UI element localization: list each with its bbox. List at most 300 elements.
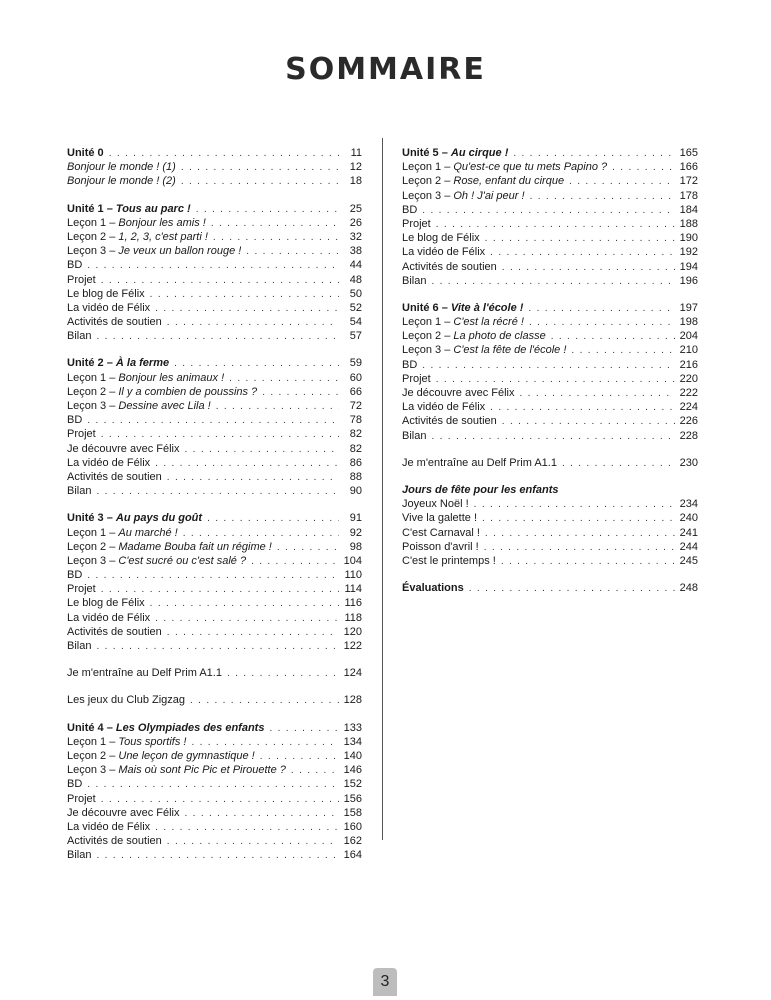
toc-entry-prefix: Unité 5 – <box>402 147 451 159</box>
toc-entry[interactable] <box>67 160 362 174</box>
toc-entry[interactable] <box>67 146 362 160</box>
toc-entry-label <box>402 245 485 259</box>
toc-entry[interactable] <box>67 848 362 862</box>
toc-entry[interactable] <box>67 526 362 540</box>
toc-entry-title: Tous au parc ! <box>115 202 191 215</box>
toc-entry[interactable] <box>67 315 362 329</box>
dot-leader <box>436 373 675 387</box>
dot-leader <box>109 147 339 161</box>
dot-leader <box>431 430 674 444</box>
toc-entry-label <box>67 287 145 301</box>
toc-entry-prefix: Activités de soutien <box>67 316 162 329</box>
toc-page-number: 128 <box>343 694 362 707</box>
dot-leader <box>571 344 674 358</box>
toc-entry-label <box>402 160 607 174</box>
dot-leader <box>87 778 338 792</box>
toc-entry[interactable] <box>67 777 362 791</box>
toc-entry[interactable] <box>67 371 362 385</box>
dot-leader <box>87 569 339 583</box>
dot-leader <box>227 667 339 681</box>
toc-entry[interactable] <box>67 174 362 188</box>
toc-entry[interactable] <box>67 301 362 315</box>
toc-section <box>67 202 362 344</box>
toc-entry[interactable] <box>67 540 362 554</box>
dot-leader <box>490 401 674 415</box>
toc-entry-label <box>67 693 185 707</box>
toc-entry[interactable] <box>402 429 698 443</box>
toc-entry-label <box>402 174 564 188</box>
toc-entry-label <box>402 358 417 372</box>
toc-entry[interactable] <box>67 666 362 680</box>
toc-entry-prefix: C'est le printemps ! <box>402 554 496 567</box>
toc-entry[interactable] <box>67 385 362 399</box>
toc-entry[interactable] <box>67 273 362 287</box>
toc-entry[interactable] <box>402 526 698 540</box>
dot-leader <box>469 582 675 596</box>
toc-page-number: 12 <box>349 161 362 174</box>
toc-page-number: 196 <box>679 274 698 287</box>
toc-entry-label <box>67 820 150 834</box>
toc-entry[interactable] <box>402 343 698 357</box>
toc-entry-title: Je veux un ballon rouge ! <box>118 245 242 258</box>
toc-entry-label <box>402 146 508 160</box>
dot-leader <box>101 428 339 442</box>
toc-entry[interactable] <box>402 497 698 511</box>
toc-entry[interactable] <box>67 287 362 301</box>
page-number-tab: 3 <box>373 968 397 996</box>
toc-entry[interactable] <box>67 792 362 806</box>
toc-page-number: 216 <box>679 358 698 371</box>
toc-entry[interactable] <box>402 274 698 288</box>
toc-entry-label <box>67 639 91 653</box>
toc-entry-title: Il y a combien de poussins ? <box>118 385 258 398</box>
toc-entry-title: Qu'est-ce que tu mets Papino ? <box>453 161 608 174</box>
toc-section <box>67 146 362 189</box>
dot-leader <box>190 694 339 708</box>
toc-page-number: 248 <box>679 582 698 595</box>
toc-page-number: 166 <box>679 161 698 174</box>
toc-entry-label <box>402 540 479 554</box>
toc-entry-label <box>402 315 524 329</box>
toc-entry[interactable] <box>402 174 698 188</box>
dot-leader <box>277 541 339 555</box>
dot-leader <box>474 498 675 512</box>
toc-entry[interactable] <box>67 693 362 707</box>
toc-entry[interactable] <box>67 216 362 230</box>
toc-entry-prefix: La vidéo de Félix <box>402 401 486 414</box>
toc-page-number: 140 <box>343 749 362 762</box>
toc-page-number: 82 <box>349 428 362 441</box>
toc-entry[interactable] <box>402 260 698 274</box>
dot-leader <box>502 415 675 429</box>
toc-entry-label <box>67 456 150 470</box>
toc-entry[interactable] <box>402 160 698 174</box>
toc-entry-label <box>402 189 525 203</box>
toc-entry-label <box>67 625 162 639</box>
toc-page-number: 118 <box>344 611 362 624</box>
toc-page-number: 160 <box>343 820 362 833</box>
toc-entry[interactable] <box>67 763 362 777</box>
toc-page-number: 32 <box>349 230 362 243</box>
page-title: SOMMAIRE <box>285 52 486 87</box>
toc-page-number: 190 <box>679 232 698 245</box>
toc-entry-prefix: Leçon 1 – <box>67 371 119 384</box>
toc-entry-prefix: Je m'entraîne au Delf Prim A1.1 <box>402 456 557 469</box>
dot-leader <box>211 217 339 231</box>
dot-leader <box>96 330 339 344</box>
toc-entry-prefix: BD <box>67 259 83 272</box>
toc-entry[interactable] <box>67 456 362 470</box>
dot-leader <box>155 302 339 316</box>
toc-section-heading: Jours de fête pour les enfants <box>402 483 559 496</box>
toc-page-number: 165 <box>679 147 698 159</box>
toc-entry-prefix: Projet <box>402 217 431 230</box>
column-divider <box>382 138 383 840</box>
toc-entry-prefix: Leçon 3 – <box>67 245 119 258</box>
toc-entry[interactable] <box>402 358 698 372</box>
toc-page-number: 11 <box>350 147 362 159</box>
dot-leader <box>490 246 674 260</box>
toc-entry-prefix: BD <box>402 203 418 216</box>
dot-leader <box>155 457 339 471</box>
toc-entry-prefix: Bilan <box>402 429 427 442</box>
dot-leader <box>260 750 339 764</box>
toc-entry-label <box>67 385 257 399</box>
toc-entry-label <box>67 554 246 568</box>
dot-leader <box>436 218 675 232</box>
toc-entry-prefix: Bilan <box>67 485 92 498</box>
toc-entry-title: Vite à l'école ! <box>450 301 524 314</box>
toc-entry[interactable] <box>67 639 362 653</box>
toc-entry-label <box>402 554 496 568</box>
dot-leader <box>196 203 339 217</box>
toc-entry[interactable] <box>67 721 362 735</box>
toc-entry[interactable] <box>402 315 698 329</box>
toc-entry-title: Une leçon de gymnastique ! <box>118 749 255 762</box>
toc-entry-label <box>67 216 206 230</box>
toc-entry-label <box>402 456 557 470</box>
toc-entry[interactable] <box>67 554 362 568</box>
toc-section <box>402 456 698 470</box>
dot-leader <box>569 175 675 189</box>
toc-entry-title: C'est la fête de l'école ! <box>453 344 567 357</box>
toc-page-number: 50 <box>349 287 362 300</box>
toc-entry-label <box>402 511 477 525</box>
toc-entry-prefix: Le blog de Félix <box>67 287 145 300</box>
toc-entry-prefix: Projet <box>402 372 431 385</box>
toc-page-number: 86 <box>349 456 362 469</box>
toc-entry[interactable] <box>67 470 362 484</box>
toc-page-number: 116 <box>344 597 362 610</box>
dot-leader <box>155 612 339 626</box>
toc-entry[interactable] <box>402 456 698 470</box>
toc-page-number: 245 <box>679 554 698 567</box>
toc-entry[interactable] <box>67 735 362 749</box>
toc-entry-prefix: Leçon 2 – <box>67 385 119 398</box>
dot-leader <box>422 359 674 373</box>
toc-entry[interactable] <box>67 806 362 820</box>
toc-entry-prefix: BD <box>67 569 83 582</box>
toc-entry-label <box>67 258 82 272</box>
dot-leader <box>96 640 338 654</box>
toc-entry-label <box>67 356 169 370</box>
toc-entry-title: Bonjour le monde ! (2) <box>67 175 176 188</box>
dot-leader <box>502 261 675 275</box>
toc-entry-prefix: Unité 6 – <box>402 301 451 314</box>
toc-entry-label <box>67 146 104 160</box>
toc-entry-prefix: Leçon 3 – <box>67 764 119 777</box>
toc-entry[interactable] <box>67 244 362 258</box>
dot-leader <box>174 357 339 371</box>
toc-entry-label <box>67 526 178 540</box>
toc-entry[interactable] <box>67 442 362 456</box>
toc-page-number: 72 <box>349 400 362 412</box>
toc-entry-prefix: La vidéo de Félix <box>67 456 151 469</box>
toc-entry[interactable] <box>67 230 362 244</box>
dot-leader <box>612 161 675 175</box>
toc-page-number: 234 <box>679 498 698 511</box>
toc-entry[interactable] <box>402 203 698 217</box>
toc-entry-prefix: Unité 2 – <box>67 357 116 370</box>
toc-entry-label <box>67 611 150 625</box>
toc-entry-title: Dessine avec Lila ! <box>118 400 211 412</box>
toc-entry-prefix: Bilan <box>67 849 92 862</box>
dot-leader <box>246 245 339 259</box>
toc-entry[interactable] <box>67 356 362 370</box>
dot-leader <box>482 512 675 526</box>
toc-entry[interactable] <box>67 568 362 582</box>
toc-entry-title: Bonjour le monde ! (1) <box>67 161 176 174</box>
dot-leader <box>485 232 675 246</box>
toc-entry-label <box>67 160 176 174</box>
toc-page-number: 90 <box>349 485 362 498</box>
toc-entry[interactable] <box>67 625 362 639</box>
toc-page-number: 198 <box>679 316 698 329</box>
toc-entry-label <box>67 202 191 216</box>
toc-entry-label <box>402 372 431 386</box>
toc-entry-prefix: Vive la galette ! <box>402 512 478 525</box>
toc-entry[interactable] <box>67 399 362 413</box>
toc-entry[interactable] <box>402 372 698 386</box>
toc-entry-prefix: BD <box>67 414 83 427</box>
dot-leader <box>181 175 339 189</box>
toc-entry-label <box>67 315 162 329</box>
toc-entry[interactable] <box>402 231 698 245</box>
toc-entry-prefix: BD <box>402 358 418 371</box>
toc-right-column <box>402 146 698 608</box>
toc-page-number: 241 <box>679 526 698 539</box>
toc-entry-label <box>402 274 426 288</box>
toc-page-number: 134 <box>343 735 362 748</box>
toc-entry-prefix: Leçon 1 – <box>67 526 119 539</box>
toc-entry-label <box>67 792 96 806</box>
toc-entry-title: Mais où sont Pic Pic et Pirouette ? <box>118 764 286 777</box>
toc-entry[interactable] <box>402 217 698 231</box>
toc-entry-label <box>67 568 82 582</box>
toc-entry[interactable] <box>402 554 698 568</box>
toc-section <box>67 693 362 707</box>
toc-entry[interactable] <box>402 400 698 414</box>
toc-page-number: 152 <box>343 778 362 791</box>
toc-entry[interactable] <box>67 749 362 763</box>
toc-entry[interactable] <box>402 301 698 315</box>
toc-entry-label <box>402 260 497 274</box>
toc-entry-prefix: Joyeux Noël ! <box>402 498 469 511</box>
toc-entry-prefix: Les jeux du Club Zigzag <box>67 694 186 707</box>
dot-leader <box>520 387 675 401</box>
toc-entry-prefix: La vidéo de Félix <box>67 611 151 624</box>
toc-entry-label <box>67 666 222 680</box>
toc-entry[interactable] <box>402 386 698 400</box>
toc-entry-title: La photo de classe <box>453 330 546 343</box>
toc-entry[interactable] <box>402 511 698 525</box>
toc-section <box>67 666 362 680</box>
dot-leader <box>422 204 674 218</box>
toc-entry-prefix: Activités de soutien <box>67 835 162 848</box>
toc-entry-prefix: Projet <box>67 583 96 596</box>
toc-entry-label <box>402 203 417 217</box>
toc-entry[interactable] <box>67 596 362 610</box>
toc-entry-label <box>67 273 96 287</box>
dot-leader <box>207 512 339 526</box>
toc-entry[interactable] <box>67 511 362 525</box>
toc-section <box>402 146 698 288</box>
dot-leader <box>251 555 339 569</box>
toc-page-number: 156 <box>343 792 362 805</box>
toc-entry[interactable] <box>67 413 362 427</box>
dot-leader <box>150 597 339 611</box>
dot-leader <box>96 849 338 863</box>
toc-entry[interactable] <box>67 258 362 272</box>
toc-entry-label <box>67 470 162 484</box>
dot-leader <box>150 288 339 302</box>
toc-entry-prefix: Unité 4 – <box>67 721 116 734</box>
toc-entry[interactable] <box>67 329 362 343</box>
dot-leader <box>101 793 339 807</box>
toc-entry-prefix: C'est Carnaval ! <box>402 526 480 539</box>
toc-entry-prefix: Leçon 2 – <box>67 540 119 553</box>
toc-entry-prefix: La vidéo de Félix <box>67 820 151 833</box>
dot-leader <box>484 541 675 555</box>
toc-entry-title: Au marché ! <box>118 526 178 539</box>
toc-entry-prefix: Bilan <box>402 274 427 287</box>
toc-entry-label <box>67 735 186 749</box>
dot-leader <box>229 372 339 386</box>
toc-entry-prefix: Bilan <box>67 640 92 652</box>
toc-entry-label <box>67 442 180 456</box>
toc-entry-label <box>67 806 180 820</box>
toc-section <box>402 301 698 443</box>
dot-leader <box>185 443 340 457</box>
toc-entry-prefix: Activités de soutien <box>402 260 497 273</box>
toc-entry[interactable] <box>402 245 698 259</box>
toc-entry-title: Au pays du goût <box>115 512 203 525</box>
toc-entry-prefix: Poisson d'avril ! <box>402 540 479 553</box>
dot-leader <box>513 147 674 161</box>
toc-page-number: 44 <box>349 259 362 272</box>
toc-entry-label <box>402 301 523 315</box>
toc-entry[interactable] <box>402 540 698 554</box>
toc-page-number: 66 <box>349 385 362 398</box>
toc-entry-prefix: Leçon 1 – <box>67 216 119 229</box>
toc-section <box>67 356 362 498</box>
toc-entry[interactable] <box>402 189 698 203</box>
toc-entry-prefix: Projet <box>67 428 96 441</box>
toc-page-number: 48 <box>349 273 362 286</box>
toc-page-number: 124 <box>343 667 362 680</box>
toc-page-number: 230 <box>679 456 698 469</box>
toc-entry-prefix: Leçon 3 – <box>67 554 119 567</box>
dot-leader <box>529 316 675 330</box>
dot-leader <box>562 457 675 471</box>
toc-entry[interactable] <box>402 329 698 343</box>
toc-entry-label <box>67 749 255 763</box>
toc-page-number: 52 <box>349 301 362 314</box>
toc-entry[interactable] <box>67 820 362 834</box>
toc-page-number: 133 <box>343 721 362 734</box>
toc-page-number: 54 <box>349 316 362 329</box>
toc-entry[interactable] <box>402 146 698 160</box>
toc-entry[interactable] <box>67 611 362 625</box>
toc-entry-title: Rose, enfant du cirque <box>453 175 565 188</box>
dot-leader <box>87 259 339 273</box>
toc-entry-label <box>67 484 91 498</box>
toc-entry[interactable] <box>402 581 698 595</box>
toc-page-number: 162 <box>343 835 362 848</box>
toc-entry-label <box>402 429 426 443</box>
toc-entry[interactable] <box>67 484 362 498</box>
toc-entry-title: À la ferme <box>115 357 170 370</box>
toc-entry-label <box>67 540 272 554</box>
dot-leader <box>191 736 338 750</box>
toc-entry-label <box>402 414 497 428</box>
toc-entry-prefix: Leçon 1 – <box>67 735 119 748</box>
toc-entry-label <box>402 217 431 231</box>
toc-page-number: 244 <box>679 540 698 553</box>
dot-leader <box>551 330 675 344</box>
toc-entry-label <box>67 596 145 610</box>
toc-page-number: 222 <box>679 387 698 399</box>
toc-entry-title: Bonjour les animaux ! <box>118 371 225 384</box>
toc-page-number: 172 <box>679 175 698 188</box>
toc-entry-label <box>402 231 480 245</box>
toc-page-number: 122 <box>343 640 362 652</box>
dot-leader <box>530 190 675 204</box>
toc-entry-prefix: Leçon 2 – <box>402 175 454 188</box>
toc-entry-label <box>67 399 211 413</box>
toc-page-number: 197 <box>679 301 698 314</box>
toc-page-number: 240 <box>679 512 698 525</box>
toc-entry-title: Bonjour les amis ! <box>118 216 206 229</box>
toc-entry[interactable] <box>67 582 362 596</box>
toc-entry-label <box>67 244 241 258</box>
toc-entry-prefix: Leçon 2 – <box>402 330 454 343</box>
toc-entry-title: 1, 2, 3, c'est parti ! <box>118 230 208 243</box>
toc-entry-prefix: Projet <box>67 273 96 286</box>
toc-section <box>67 721 362 863</box>
toc-entry[interactable] <box>67 834 362 848</box>
toc-page-number: 228 <box>679 429 698 442</box>
dot-leader <box>101 583 339 597</box>
toc-entry[interactable] <box>67 202 362 216</box>
toc-entry[interactable] <box>67 427 362 441</box>
toc-entry[interactable] <box>402 414 698 428</box>
toc-entry-prefix: Je découvre avec Félix <box>67 806 180 819</box>
dot-leader <box>528 302 674 316</box>
toc-page-number: 60 <box>349 371 362 384</box>
dot-leader <box>501 555 675 569</box>
toc-entry-label <box>67 413 82 427</box>
